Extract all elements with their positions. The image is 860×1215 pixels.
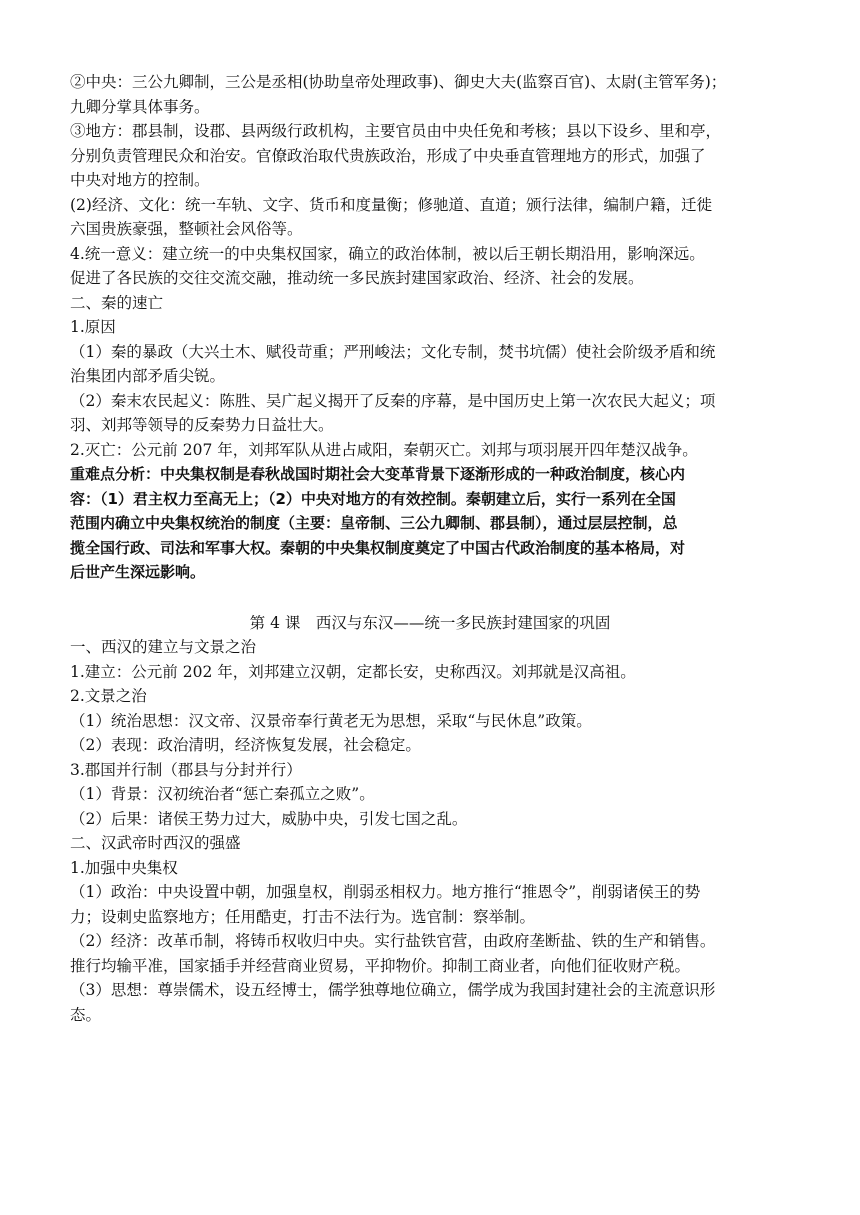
- text-line: 分别负责管理民众和治安。官僚政治取代贵族政治，形成了中央垂直管理地方的形式，加强了: [70, 146, 706, 165]
- analysis-line: 后世产生深远影响。: [70, 563, 206, 581]
- key-analysis-block: [70, 462, 790, 585]
- text-line: 羽、刘邦等领导的反秦势力日益壮大。: [70, 416, 334, 434]
- lesson-body: [70, 635, 790, 1027]
- section-heading: 二、汉武帝时西汉的强盛: [70, 834, 241, 852]
- text-line: ②中央：三公九卿制，三公是丞相(协助皇帝处理政事)、御史大夫(监察百官)、太尉(主管军务)；: [70, 73, 727, 91]
- analysis-line: 揽全国行政、司法和军事大权。秦朝的中央集权制度奠定了中国古代政治制度的基本格局，对: [70, 538, 686, 557]
- text-line: 2.文景之治: [70, 687, 147, 705]
- analysis-line: 容：（1）君主权力至高无上；（2）中央对地方的有效控制。秦朝建立后，实行一系列在全国: [70, 489, 676, 508]
- text-line: （1）统治思想：汉文帝、汉景帝奉行黄老无为思想，采取“与民休息”政策。: [70, 711, 592, 730]
- text-line: （1）背景：汉初统治者“惩亡秦孤立之败”。: [70, 785, 375, 803]
- text-line: 力；设刺史监察地方；任用酷吏，打击不法行为。选官制：察举制。: [70, 907, 536, 926]
- text-line: 中央对地方的控制。: [70, 171, 210, 189]
- section-heading: 一、西汉的建立与文景之治: [70, 638, 257, 656]
- text-line: 1.原因: [70, 318, 116, 336]
- text-line: 推行均输平准，国家插手并经营商业贸易，平抑物价。抑制工商业者，向他们征收财产税。: [70, 956, 691, 975]
- text-line: ③地方：郡县制，设郡、县两级行政机构，主要官员由中央任免和考核；县以下设乡、里和亭，: [70, 122, 722, 140]
- analysis-line: 重难点分析：中央集权制是春秋战国时期社会大变革背景下逐渐形成的一种政治制度，核心内: [70, 465, 686, 483]
- body-text: [70, 70, 790, 462]
- text-line: 态。: [70, 1005, 102, 1024]
- text-line: 1.建立：公元前 202 年，刘邦建立汉朝，定都长安，史称西汉。刘邦就是汉高祖。: [70, 662, 636, 681]
- text-line: （3）思想：尊崇儒术，设五经博士，儒学独尊地位确立，儒学成为我国封建社会的主流意识形: [70, 981, 716, 999]
- text-line: 4.统一意义：建立统一的中央集权国家，确立的政治体制，被以后王朝长期沿用，影响深远。: [70, 244, 705, 263]
- spacer: [70, 585, 790, 611]
- text-line: (2)经济、文化：统一车轨、文字、货币和度量衡；修驰道、直道；颁行法律，编制户籍，迁徙: [70, 195, 712, 214]
- analysis-line: 范围内确立中央集权统治的制度（主要：皇帝制、三公九卿制、郡县制），通过层层控制，总: [70, 514, 678, 532]
- section-heading: 二、秦的速亡: [70, 293, 164, 312]
- text-line: 2.灭亡：公元前 207 年，刘邦军队从进占咸阳，秦朝灭亡。刘邦与项羽展开四年楚汉战争。: [70, 440, 698, 459]
- lesson-title: 第 4 课 西汉与东汉——统一多民族封建国家的巩固: [249, 613, 611, 632]
- text-line: （2）后果：诸侯王势力过大，威胁中央，引发七国之乱。: [70, 809, 468, 828]
- text-line: （2）表现：政治清明，经济恢复发展，社会稳定。: [70, 736, 421, 754]
- text-line: （2）秦末农民起义：陈胜、吴广起义揭开了反秦的序幕，是中国历史上第一次农民大起义；项: [70, 391, 716, 410]
- text-line: 3.郡国并行制（郡县与分封并行）: [70, 760, 302, 779]
- text-line: 治集团内部矛盾尖锐。: [70, 367, 226, 385]
- text-line: 促进了各民族的交往交流交融，推动统一多民族封建国家政治、经济、社会的发展。: [70, 269, 644, 287]
- text-line: 1.加强中央集权: [70, 858, 178, 877]
- text-line: 九卿分掌具体事务。: [70, 97, 210, 116]
- text-line: 六国贵族豪强，整顿社会风俗等。: [70, 220, 303, 238]
- text-line: （1）秦的暴政（大兴土木、赋役苛重；严刑峻法；文化专制，焚书坑儒）使社会阶级矛盾和统: [70, 342, 716, 361]
- text-line: （1）政治：中央设置中朝，加强皇权，削弱丞相权力。地方推行“推恩令”，削弱诸侯王的势: [70, 883, 701, 901]
- text-line: （2）经济：改革币制，将铸币权收归中央。实行盐铁官营，由政府垄断盐、铁的生产和销售。: [70, 932, 716, 950]
